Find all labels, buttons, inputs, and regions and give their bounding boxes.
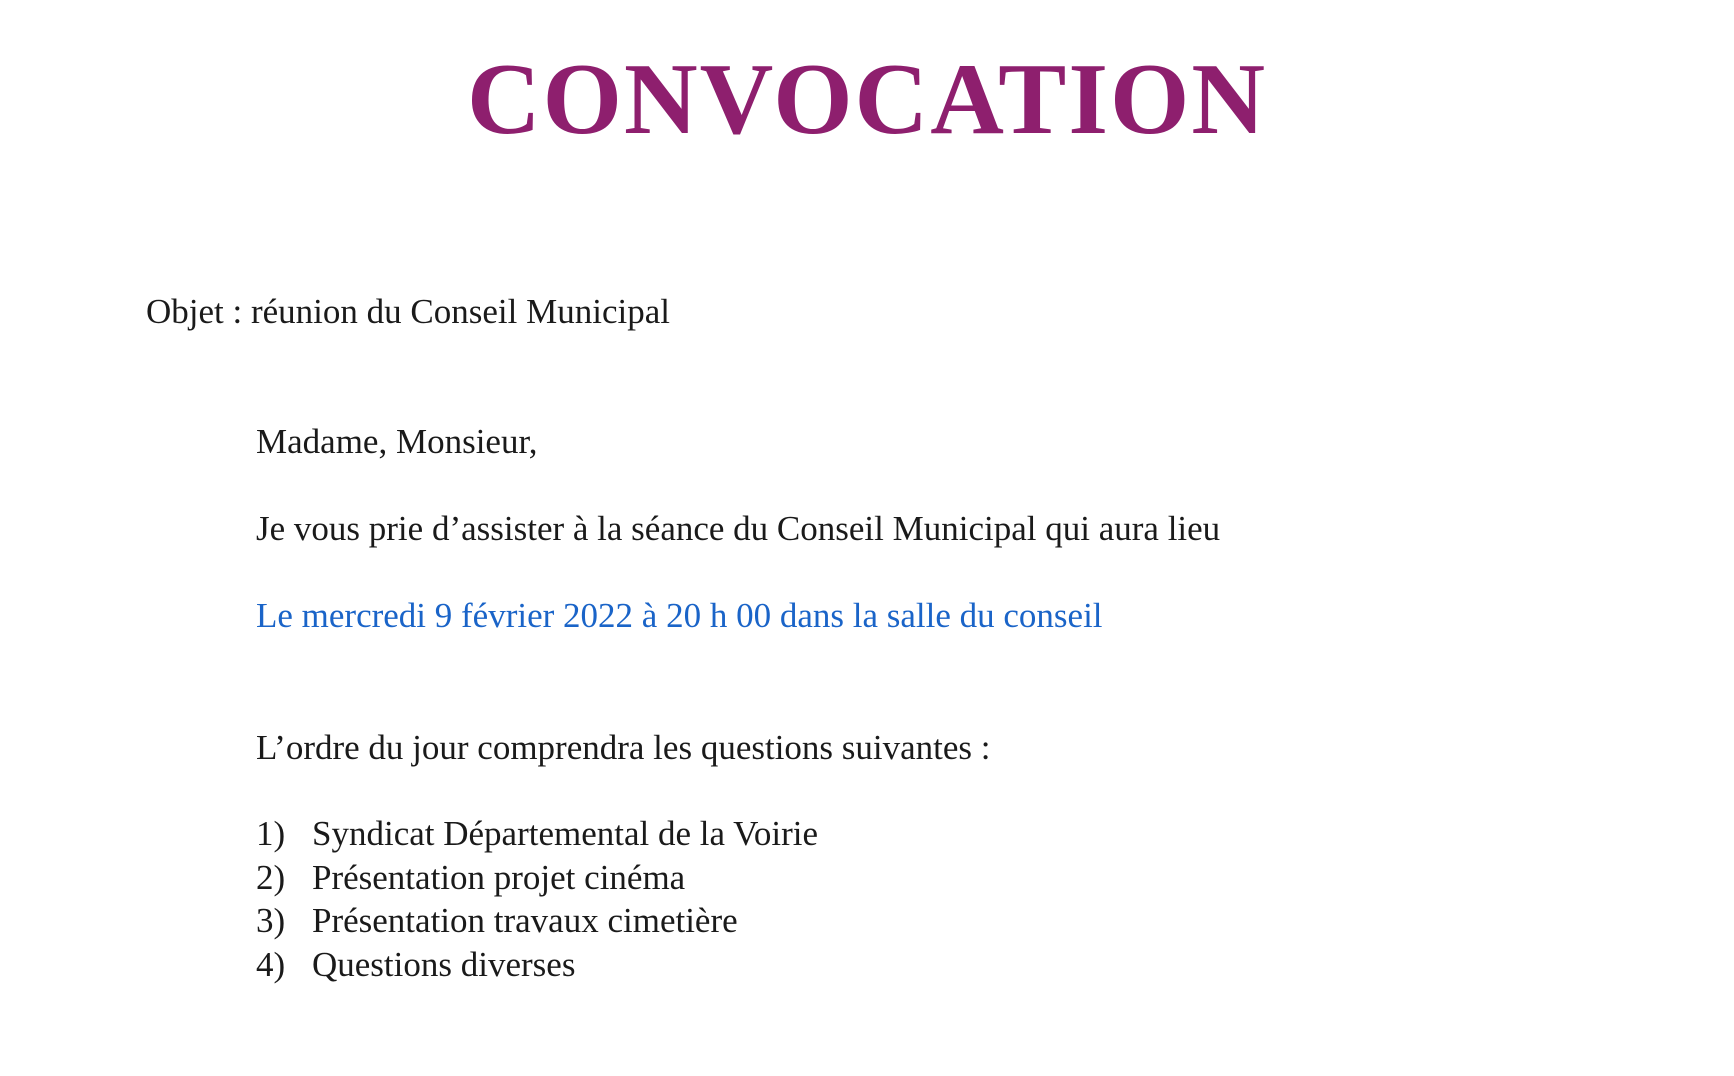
agenda-list xyxy=(256,812,818,986)
agenda-item-number: 3) xyxy=(256,901,286,940)
agenda-item xyxy=(256,856,818,900)
agenda-item-text: Syndicat Départemental de la Voirie xyxy=(312,814,819,853)
meeting-date-text: Le mercredi 9 février 2022 à 20 h 00 dans la salle du conseil xyxy=(256,596,1103,635)
agenda-intro: L’ordre du jour comprendra les questions suivantes : xyxy=(256,728,991,767)
agenda-item-text: Présentation projet cinéma xyxy=(312,857,686,897)
agenda-item-number: 4) xyxy=(256,944,286,984)
agenda-item xyxy=(256,943,818,987)
object-line: Objet : réunion du Conseil Municipal xyxy=(146,292,670,331)
agenda-item-text: Questions diverses xyxy=(312,944,576,984)
agenda-item xyxy=(256,899,818,943)
agenda-item-number: 1) xyxy=(256,814,286,853)
agenda-item xyxy=(256,812,818,856)
page-title: CONVOCATION xyxy=(466,43,1268,156)
agenda-item-text: Présentation travaux cimetière xyxy=(312,901,738,940)
salutation: Madame, Monsieur, xyxy=(256,422,538,461)
agenda-item-number: 2) xyxy=(256,857,286,897)
invitation-text: Je vous prie d’assister à la séance du Conseil Municipal qui aura lieu xyxy=(256,509,1221,548)
